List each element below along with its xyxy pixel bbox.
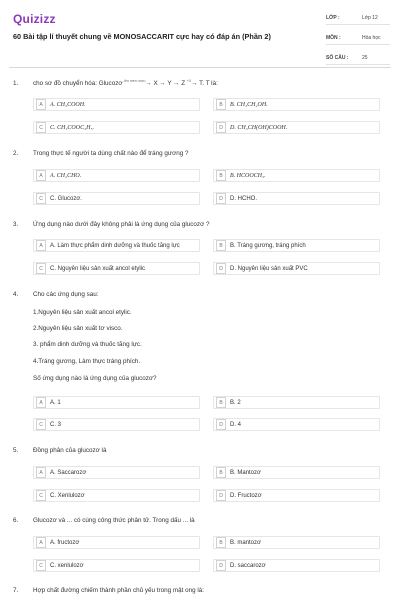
option-text: D. 4 bbox=[230, 421, 242, 428]
option-letter: D bbox=[216, 263, 226, 274]
meta-label: LỚP : bbox=[326, 15, 340, 21]
option-letter: D bbox=[216, 122, 226, 133]
option-b[interactable] bbox=[213, 239, 380, 252]
option-letter: B bbox=[216, 170, 226, 181]
option-letter: B bbox=[216, 99, 226, 110]
question-text: Ứng dụng nào dưới đây không phải là ứng dụng của glucozơ ? bbox=[33, 221, 210, 228]
option-letter: D bbox=[216, 193, 226, 204]
question-text: Hợp chất đường chiếm thành phần chủ yếu trong mật ong là: bbox=[33, 587, 205, 594]
option-a[interactable] bbox=[33, 98, 200, 111]
option-text: D. saccarozơ bbox=[230, 562, 266, 569]
option-text: D. Fructozơ bbox=[230, 492, 262, 499]
option-text: D. Nguyên liệu sản xuất PVC bbox=[230, 265, 308, 272]
option-letter: A bbox=[36, 397, 46, 408]
option-letter: A bbox=[36, 240, 46, 251]
worksheet-title: 60 Bài tập lí thuyết chung về MONOSACCARIT cực hay có đáp án (Phần 2) bbox=[13, 32, 271, 41]
option-letter: C bbox=[36, 263, 46, 274]
option-letter: A bbox=[36, 537, 46, 548]
question-text bbox=[33, 80, 218, 87]
question-number: 1. bbox=[13, 80, 19, 87]
option-letter: B bbox=[216, 397, 226, 408]
option-d[interactable] bbox=[213, 418, 380, 431]
option-d[interactable] bbox=[213, 262, 380, 275]
option-text: A. Saccarozơ bbox=[50, 469, 87, 476]
option-text: C. Glucozơ. bbox=[50, 195, 82, 202]
option-letter: B bbox=[216, 467, 226, 478]
option-text: D. CH₃CH(OH)COOH. bbox=[230, 124, 288, 131]
option-b[interactable] bbox=[213, 536, 380, 549]
option-c[interactable] bbox=[33, 559, 200, 572]
reaction-arrow-icon: → bbox=[145, 80, 152, 87]
reaction-arrow-icon: → bbox=[191, 80, 198, 87]
option-text: C. xenlulozơ bbox=[50, 562, 84, 569]
option-text: A. Làm thực phẩm dinh dưỡng và thuốc tăng lực bbox=[50, 242, 180, 249]
question-text-end: T. T là: bbox=[199, 80, 218, 87]
meta-value: Hóa học bbox=[362, 35, 381, 41]
question-number: 5. bbox=[13, 447, 19, 454]
option-a[interactable] bbox=[33, 466, 200, 479]
option-b[interactable] bbox=[213, 396, 380, 409]
option-text: B. mantozơ bbox=[230, 539, 261, 546]
option-a[interactable] bbox=[33, 169, 200, 182]
option-text: B. 2 bbox=[230, 399, 241, 406]
question-number: 6. bbox=[13, 517, 19, 524]
reaction-condition-note: +X bbox=[186, 79, 192, 83]
option-text: C. Xenlulozơ bbox=[50, 492, 85, 499]
option-letter: B bbox=[216, 240, 226, 251]
option-letter: D bbox=[216, 419, 226, 430]
option-b[interactable] bbox=[213, 98, 380, 111]
quizizz-logo: Quizizz bbox=[13, 12, 56, 26]
option-b[interactable] bbox=[213, 169, 380, 182]
option-c[interactable] bbox=[33, 192, 200, 205]
option-text: C. Nguyên liệu sản xuất ancol etylic bbox=[50, 265, 146, 272]
option-a[interactable] bbox=[33, 536, 200, 549]
question-text: Cho các ứng dụng sau: bbox=[33, 291, 99, 298]
worksheet-meta bbox=[326, 12, 390, 72]
option-text: A. CH₃CHO. bbox=[50, 172, 82, 179]
question-text-mid: X → Y → Z bbox=[153, 80, 186, 87]
option-a[interactable] bbox=[33, 239, 200, 252]
option-letter: C bbox=[36, 490, 46, 501]
option-text: A. 1 bbox=[50, 399, 61, 406]
meta-row-subject bbox=[326, 32, 390, 45]
option-text: D. HCHO. bbox=[230, 195, 257, 202]
option-letter: D bbox=[216, 560, 226, 571]
option-a[interactable] bbox=[33, 396, 200, 409]
meta-value: 25 bbox=[362, 55, 368, 61]
option-text: B. HCOOCH₃. bbox=[230, 172, 266, 179]
option-letter: C bbox=[36, 560, 46, 571]
option-text: C. CH₃COOC₂H₅. bbox=[50, 124, 95, 131]
question-text: Glucozơ và ... có cùng công thức phân tử. Trong dấu ... là bbox=[33, 517, 195, 524]
header-divider bbox=[9, 67, 391, 68]
reaction-condition-note: lên men rượu bbox=[124, 79, 146, 83]
question-text: Trong thực tế người ta dùng chất nào để tráng gương ? bbox=[33, 150, 189, 157]
meta-row-count bbox=[326, 52, 390, 65]
meta-label: MÔN : bbox=[326, 35, 341, 41]
question-number: 2. bbox=[13, 150, 19, 157]
option-letter: A bbox=[36, 467, 46, 478]
option-text: B. Tráng gương, tráng phích bbox=[230, 242, 306, 249]
worksheet-header bbox=[0, 0, 400, 64]
question-number: 4. bbox=[13, 291, 19, 298]
option-c[interactable] bbox=[33, 262, 200, 275]
option-d[interactable] bbox=[213, 559, 380, 572]
option-text: A. fructozơ bbox=[50, 539, 80, 546]
option-text: B. CH₃CH₂OH. bbox=[230, 101, 268, 108]
meta-row-class bbox=[326, 12, 390, 25]
option-d[interactable] bbox=[213, 489, 380, 502]
meta-label: SỐ CÂU : bbox=[326, 55, 349, 61]
question-line: 1.Nguyên liệu sản xuất ancol etylic. bbox=[33, 309, 132, 316]
option-c[interactable] bbox=[33, 121, 200, 134]
question-line: 3. phẩm dinh dưỡng và thuốc tăng lực. bbox=[33, 341, 142, 348]
option-letter: A bbox=[36, 170, 46, 181]
option-letter: C bbox=[36, 419, 46, 430]
question-text-start: cho sơ đồ chuyển hóa: Glucozơ bbox=[33, 80, 123, 87]
option-b[interactable] bbox=[213, 466, 380, 479]
option-letter: A bbox=[36, 99, 46, 110]
option-c[interactable] bbox=[33, 489, 200, 502]
question-text: Đồng phân của glucozơ là bbox=[33, 447, 107, 454]
question-line: 2.Nguyên liệu sản xuất tơ visco. bbox=[33, 325, 123, 332]
option-c[interactable] bbox=[33, 418, 200, 431]
option-letter: C bbox=[36, 193, 46, 204]
option-letter: C bbox=[36, 122, 46, 133]
question-line: 4.Tráng gương, Làm thực tráng phích. bbox=[33, 358, 141, 365]
question-number: 7. bbox=[13, 587, 19, 594]
question-number: 3. bbox=[13, 221, 19, 228]
meta-value: Lớp 12 bbox=[362, 15, 378, 21]
option-d[interactable] bbox=[213, 121, 380, 134]
option-letter: B bbox=[216, 537, 226, 548]
option-text: C. 3 bbox=[50, 421, 62, 428]
option-d[interactable] bbox=[213, 192, 380, 205]
option-letter: D bbox=[216, 490, 226, 501]
option-text: A. CH₃COOH. bbox=[50, 101, 86, 108]
option-text: B. Mantozơ bbox=[230, 469, 261, 476]
question-line: Số ứng dụng nào là ứng dụng của glucozơ? bbox=[33, 375, 157, 382]
